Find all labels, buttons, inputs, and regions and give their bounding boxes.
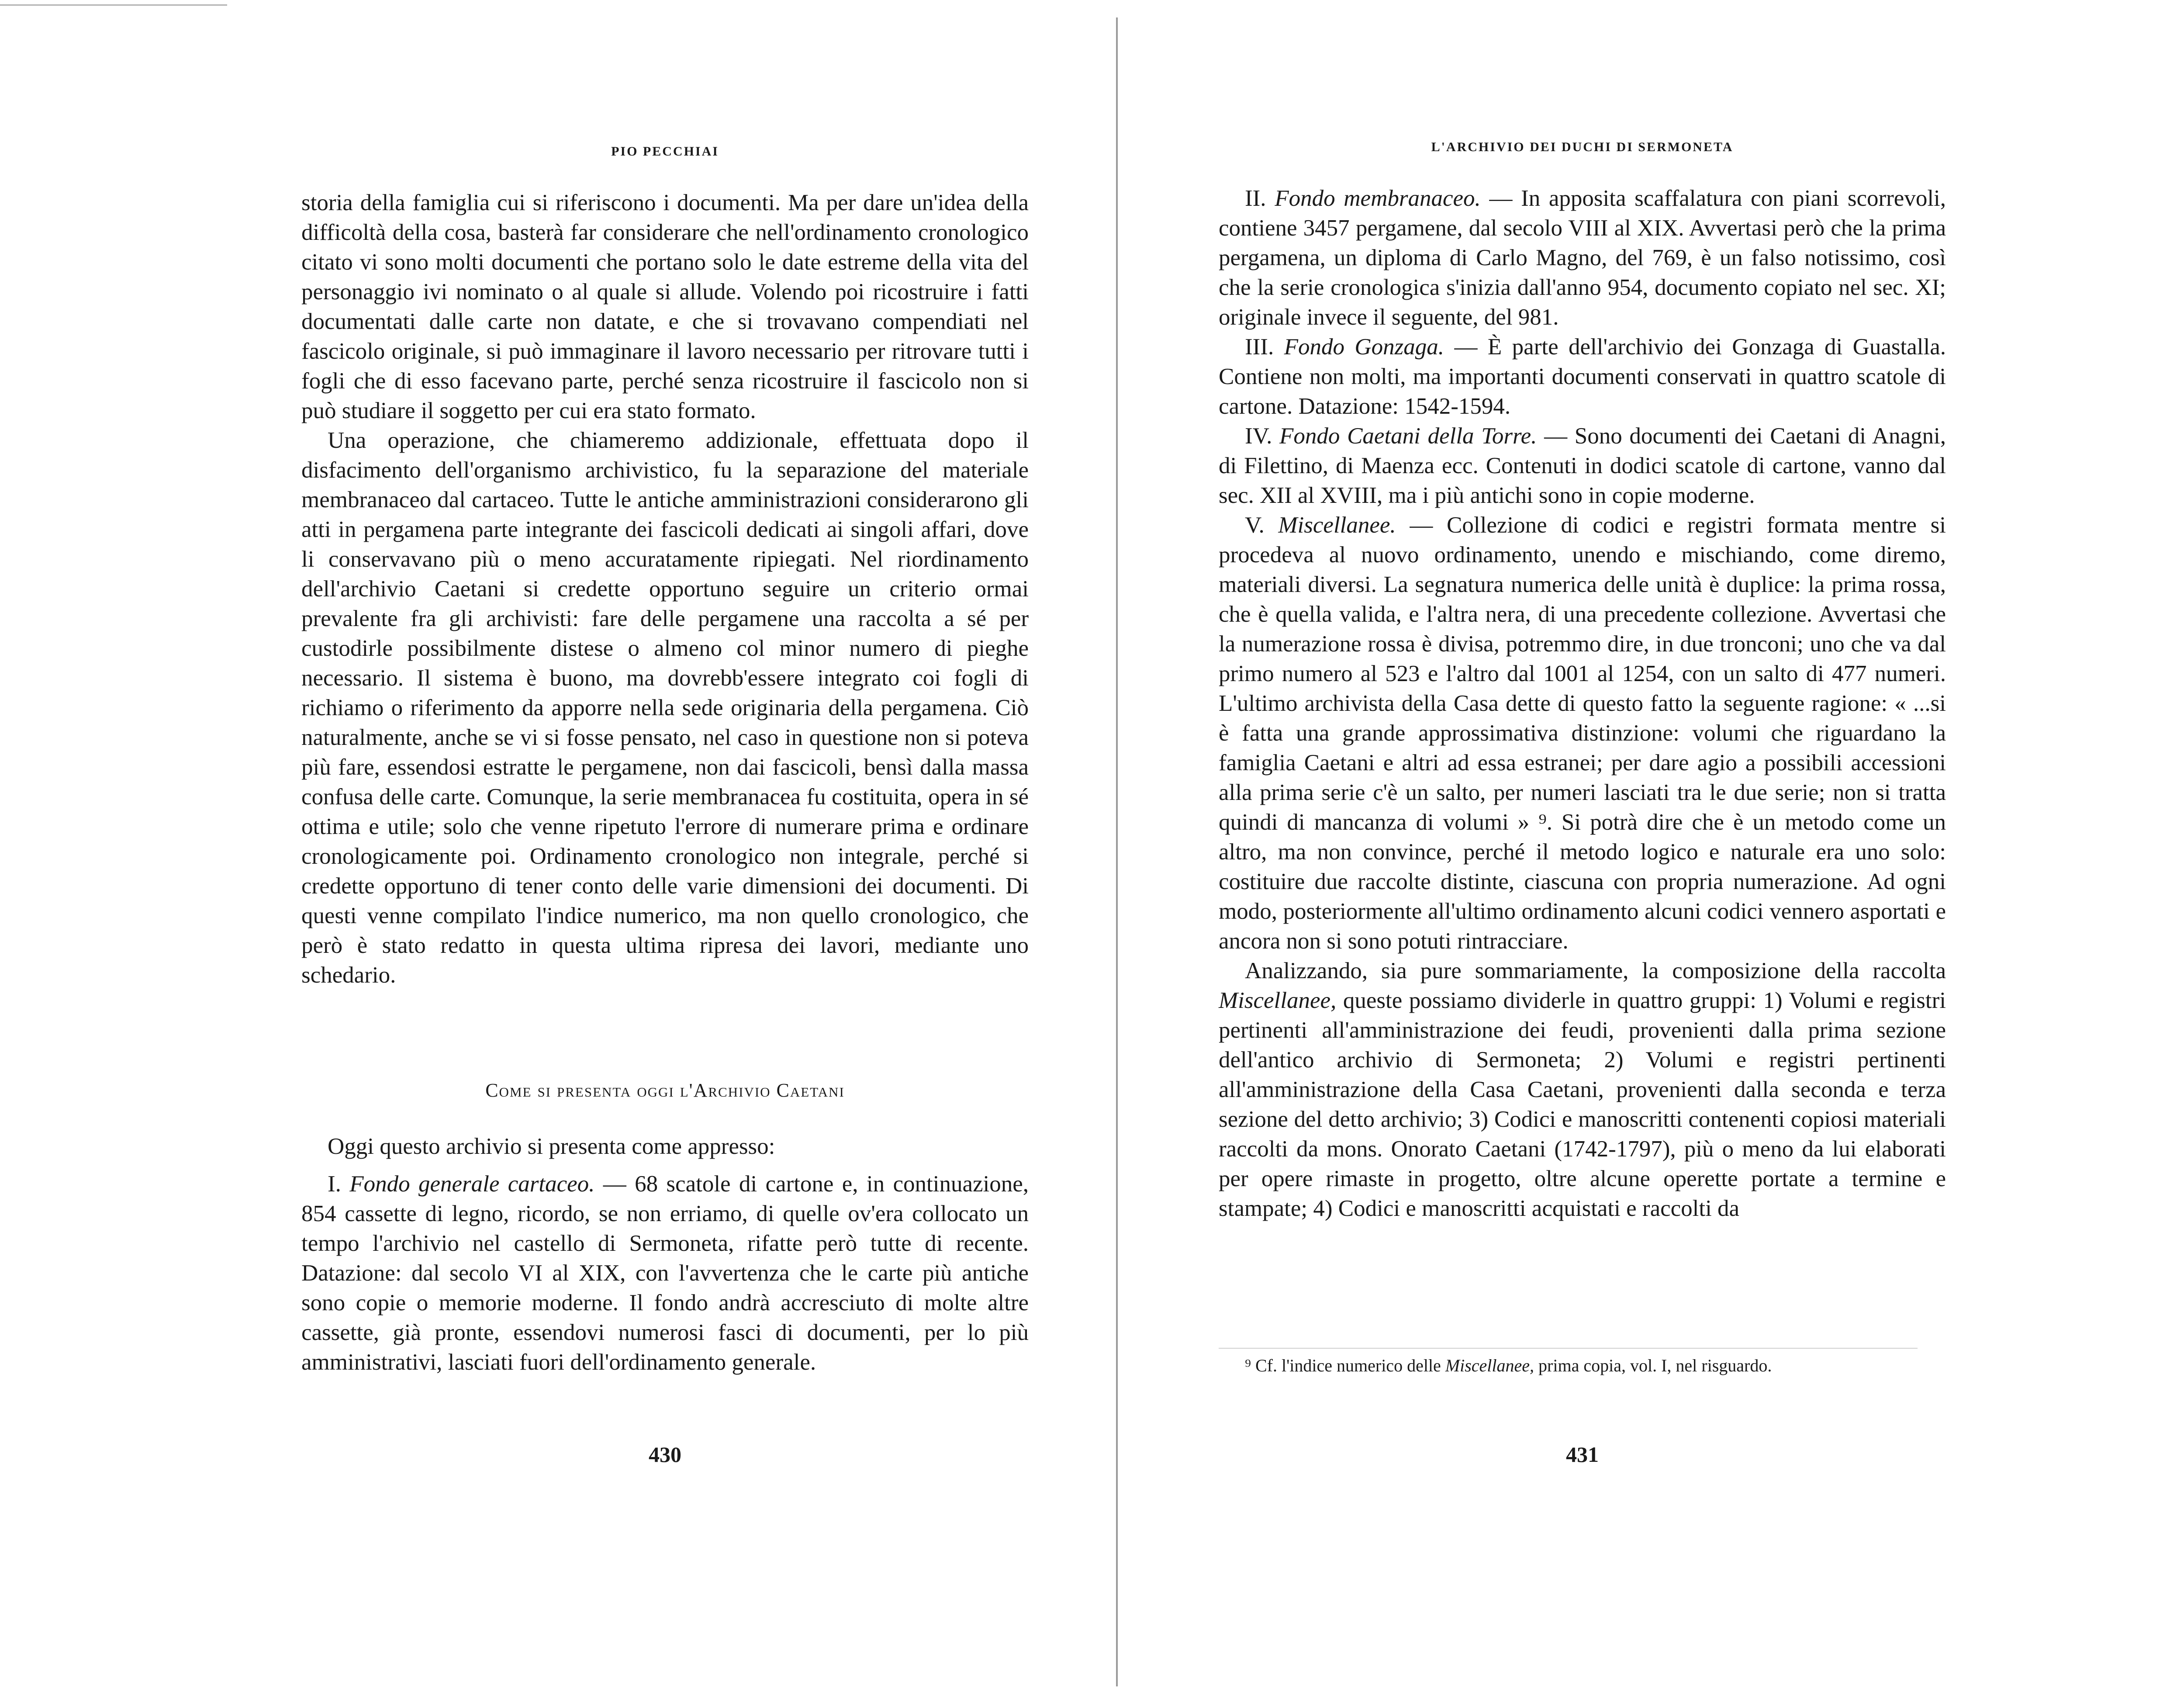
footnote-marker: ⁹ [1245,1356,1251,1375]
list-item-fondo-gonzaga [1219,332,1946,421]
running-head-right: L'ARCHIVIO DEI DUCHI DI SERMONETA [1431,140,1734,154]
item-label: II. [1245,186,1266,211]
item-title: Fondo Caetani della Torre. [1279,423,1537,449]
intro-line: Oggi questo archivio si presenta come appresso: [328,1134,775,1159]
section-heading: Come si presenta oggi l'Archivio Caetani [485,1080,845,1101]
book-gutter [1116,17,1118,1686]
list-item-fondo-cartaceo [301,1169,1029,1377]
footnote-separator [1219,1348,1918,1349]
page-number-left: 430 [649,1442,681,1467]
left-body-continued [301,1132,1029,1377]
item-text: — In apposita scaffalatura con piani scorrevoli, contiene 3457 pergamene, dal secolo VIII al XIX. Avvertasi però che la prima pergamena, un diploma di Carlo Magno, del 769, è un falso notissimo, così che la serie cronologica s'inizia dall'anno 954, documento copiato nel sec. XI; originale invece il seguente, del 981. [1219,186,1946,330]
item-label: IV. [1245,423,1272,449]
list-item-fondo-membranaceo [1219,183,1946,332]
right-body [1219,183,1946,1223]
footnote: ⁹ Cf. l'indice numerico delle Miscellanee, prima copia, vol. I, nel risguardo. [1219,1354,1946,1377]
item-title: Fondo membranaceo. [1275,186,1481,211]
paragraph: storia della famiglia cui si riferiscono i documenti. Ma per dare un'idea della difficoltà della cosa, basterà far considerare che nell'ordinamento cronologico citato vi sono molti documenti che portano solo le date estreme della vita del personaggio ivi nominato o al quale si allude. Volendo poi ricostruire i fatti documentati dalle carte non datate, e che si trovavano compendiati nel fascicolo originale, si può immaginare il lavoro necessario per ritrovare tutti i fogli che di esso facevano parte, perché senza ricostruire il fascicolo non si può studiare il soggetto per cui era stato formato. [301,190,1029,423]
list-item-fondo-caetani-torre [1219,421,1946,510]
scan-edge-mark [0,4,227,6]
running-head-left: PIO PECCHIAI [611,144,719,159]
item-label: I. [328,1171,341,1197]
closing-paragraph: Analizzando, sia pure sommariamente, la composizione della raccolta Miscellanee, queste possiamo dividerle in quattro gruppi: 1) Volumi e registri pertinenti all'amministrazione dei feudi, provenienti dalla prima sezione dell'antico archivio di Sermoneta; 2) Volumi e registri pertinenti all'amministrazione della Casa Caetani, provenienti dalla seconda e terza sezione del detto archivio; 3) Codici e manoscritti contenenti copiosi materiali raccolti da mons. Onorato Caetani (1742-1797), più o meno da lui elaborati per opere rimaste in progetto, oltre alcune operette portate a termine e stampate; 4) Codici e manoscritti acquistati e raccolti da [1219,958,1946,1221]
item-label: III. [1245,334,1274,360]
item-text: — 68 scatole di cartone e, in continuazione, 854 cassette di legno, ricordo, se non erriamo, di quelle ov'era collocato un tempo l'archivio nel castello di Sermoneta, rifatte però tutte di recente. Datazione: dal secolo VI al XIX, con l'avvertenza che le carte più antiche sono copie o memorie moderne. Il fondo andrà accresciuto di molte altre cassette, già pronte, essendovi numerosi fasci di documenti, per lo più amministrativi, lasciati fuori dell'ordinamento generale. [301,1171,1029,1375]
item-title: Miscellanee. [1278,512,1396,538]
item-text: — È parte dell'archivio dei Gonzaga di Guastalla. Contiene non molti, ma importanti documenti conservati in quattro scatole di cartone. Datazione: 1542-1594. [1219,334,1946,419]
item-text: — Collezione di codici e registri formata mentre si procedeva al nuovo ordinamento, unendo e mischiando, come diremo, materiali diversi. La segnatura numerica delle unità è duplice: la prima rossa, che è quella valida, e l'altra nera, di una precedente collezione. Avvertasi che la numerazione rossa è divisa, potremmo dire, in due tronconi; uno che va dal primo numero al 523 e l'altro dal 1001 al 1254, con un salto di 477 numeri. L'ultimo archivista della Casa dette di questo fatto la seguente ragione: « ...si è fatta una grande approssimativa distinzione: volumi che riguardano la famiglia Caetani e altri ad essa estranei; per dare agio a possibili accessioni alla prima serie c'è un salto, per numeri lasciati tra le due serie; non si tratta quindi di mancanza di volumi » ⁹. Si potrà dire che è un metodo come un altro, ma non convince, perché il metodo logico e naturale era uno solo: costituire due raccolte distinte, ciascuna con propria numerazione. Ad ogni modo, posteriormente all'ultimo ordinamento alcuni codici vennero asportati e ancora non si sono potuti rintracciare. [1219,512,1946,954]
left-body [301,188,1029,990]
list-item-miscellanee [1219,510,1946,956]
paragraph: Una operazione, che chiameremo addizionale, effettuata dopo il disfacimento dell'organismo archivistico, fu la separazione del materiale membranaceo dal cartaceo. Tutte le antiche amministrazioni considerarono gli atti in pergamena parte integrante dei fascicoli dedicati ai singoli affari, dove li conservavano più o meno accuratamente ripiegati. Nel riordinamento dell'archivio Caetani si credette opportuno seguire un criterio ormai prevalente fra gli archivisti: fare delle pergamene una raccolta a sé per custodirle possibilmente distese o almeno col minor numero di pieghe necessario. Il sistema è buono, ma dovrebb'essere integrato coi fogli di richiamo o riferimento da apporre nella sede originaria della pergamena. Ciò naturalmente, anche se vi si fosse pensato, nel caso in questione non si poteva più fare, essendosi estratte le pergamene, non dai fascicoli, bensì dalla massa confusa delle carte. Comunque, la serie membranacea fu costituita, opera in sé ottima e utile; solo che venne ripetuto l'errore di numerare prima e ordinare cronologicamente poi. Ordinamento cronologico non integrale, perché si credette opportuno di tener conto delle varie dimensioni dei documenti. Di questi venne compilato l'indice numerico, ma non quello cronologico, che però è stato redatto in questa ultima ripresa dei lavori, mediante uno schedario. [301,428,1029,988]
item-text: — Sono documenti dei Caetani di Anagni, di Filettino, di Maenza ecc. Contenuti in dodici scatole di cartone, vanno dal sec. XII al XVIII, ma i più antichi sono in copie moderne. [1219,423,1946,508]
item-title: Fondo generale cartaceo. [349,1171,595,1197]
item-title: Fondo Gonzaga. [1284,334,1444,360]
item-label: V. [1245,512,1265,538]
page-number-right: 431 [1566,1442,1599,1467]
